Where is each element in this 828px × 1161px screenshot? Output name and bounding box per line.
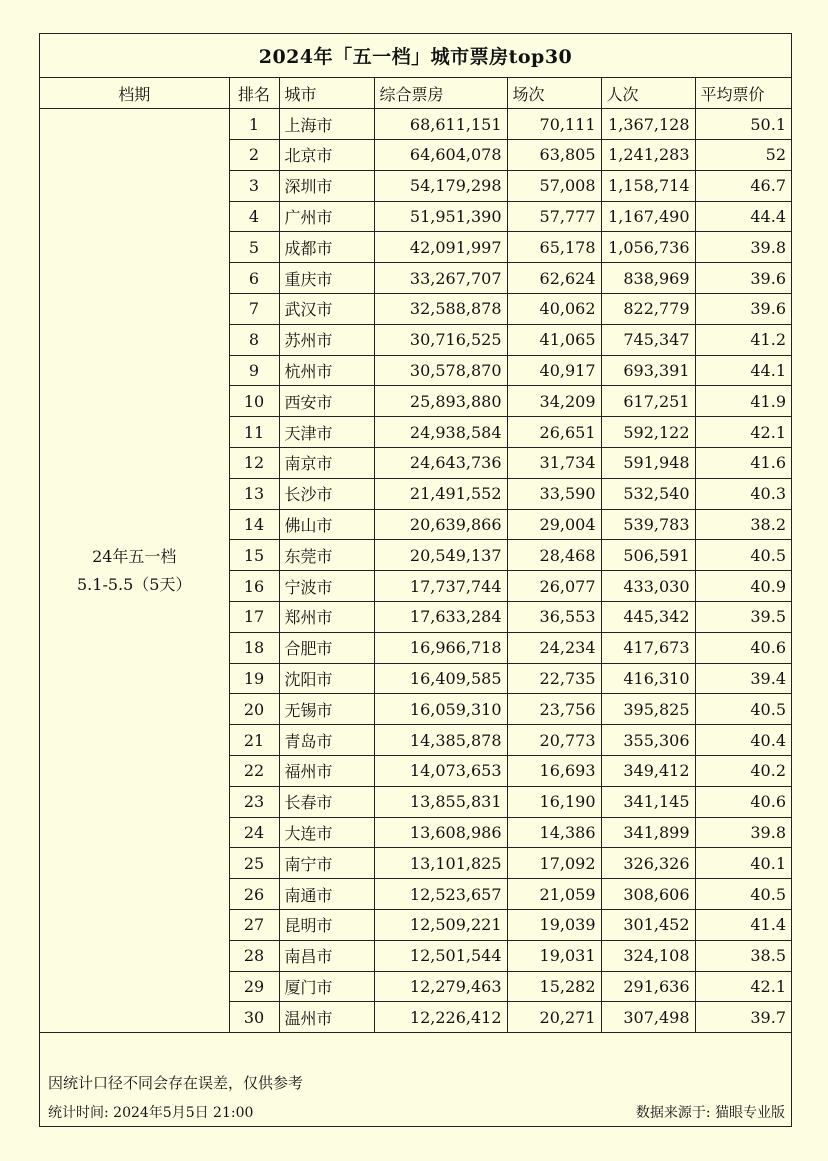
shows-cell: 19,039 (507, 910, 601, 941)
shows-cell: 57,008 (507, 170, 601, 201)
shows-cell: 65,178 (507, 232, 601, 263)
admissions-cell: 307,498 (601, 1002, 695, 1033)
city-cell: 佛山市 (279, 509, 374, 540)
admissions-cell: 591,948 (601, 448, 695, 479)
city-cell: 南昌市 (279, 940, 374, 971)
city-cell: 南宁市 (279, 848, 374, 879)
rank-cell: 30 (229, 1002, 279, 1033)
box-office-cell: 13,608,986 (374, 817, 507, 848)
city-cell: 厦门市 (279, 971, 374, 1002)
box-office-cell: 17,633,284 (374, 602, 507, 633)
shows-cell: 24,234 (507, 632, 601, 663)
city-cell: 西安市 (279, 386, 374, 417)
rank-cell: 5 (229, 232, 279, 263)
city-cell: 无锡市 (279, 694, 374, 725)
city-cell: 东莞市 (279, 540, 374, 571)
box-office-cell: 68,611,151 (374, 109, 507, 140)
city-cell: 苏州市 (279, 324, 374, 355)
shows-cell: 20,773 (507, 725, 601, 756)
admissions-cell: 532,540 (601, 478, 695, 509)
admissions-cell: 341,899 (601, 817, 695, 848)
box-office-cell: 30,578,870 (374, 355, 507, 386)
box-office-cell: 12,279,463 (374, 971, 507, 1002)
shows-cell: 20,271 (507, 1002, 601, 1033)
avg-price-cell: 40.9 (695, 571, 791, 602)
avg-price-cell: 41.6 (695, 448, 791, 479)
box-office-cell: 16,059,310 (374, 694, 507, 725)
city-cell: 武汉市 (279, 294, 374, 325)
box-office-cell: 24,643,736 (374, 448, 507, 479)
rank-cell: 2 (229, 140, 279, 171)
rank-cell: 7 (229, 294, 279, 325)
shows-cell: 23,756 (507, 694, 601, 725)
rank-cell: 8 (229, 324, 279, 355)
avg-price-cell: 44.1 (695, 355, 791, 386)
avg-price-cell: 39.7 (695, 1002, 791, 1033)
city-cell: 深圳市 (279, 170, 374, 201)
avg-price-cell: 39.4 (695, 663, 791, 694)
shows-cell: 34,209 (507, 386, 601, 417)
avg-price-cell: 40.4 (695, 725, 791, 756)
shows-cell: 28,468 (507, 540, 601, 571)
shows-cell: 16,693 (507, 756, 601, 787)
avg-price-cell: 40.6 (695, 632, 791, 663)
shows-cell: 17,092 (507, 848, 601, 879)
rank-cell: 28 (229, 940, 279, 971)
rank-cell: 6 (229, 263, 279, 294)
shows-cell: 33,590 (507, 478, 601, 509)
avg-price-cell: 44.4 (695, 201, 791, 232)
admissions-cell: 326,326 (601, 848, 695, 879)
footer (40, 1068, 791, 1126)
header-shows: 场次 (507, 78, 601, 109)
rank-cell: 15 (229, 540, 279, 571)
table-body (40, 109, 791, 1033)
avg-price-cell: 40.6 (695, 786, 791, 817)
shows-cell: 29,004 (507, 509, 601, 540)
admissions-cell: 592,122 (601, 417, 695, 448)
rank-cell: 23 (229, 786, 279, 817)
avg-price-cell: 42.1 (695, 971, 791, 1002)
admissions-cell: 433,030 (601, 571, 695, 602)
admissions-cell: 395,825 (601, 694, 695, 725)
box-office-cell: 30,716,525 (374, 324, 507, 355)
rank-cell: 3 (229, 170, 279, 201)
box-office-cell: 42,091,997 (374, 232, 507, 263)
avg-price-cell: 40.5 (695, 694, 791, 725)
avg-price-cell: 39.6 (695, 263, 791, 294)
box-office-sheet (39, 33, 792, 1127)
shows-cell: 63,805 (507, 140, 601, 171)
admissions-cell: 617,251 (601, 386, 695, 417)
city-cell: 上海市 (279, 109, 374, 140)
city-cell: 广州市 (279, 201, 374, 232)
box-office-cell: 12,226,412 (374, 1002, 507, 1033)
rank-cell: 20 (229, 694, 279, 725)
admissions-cell: 838,969 (601, 263, 695, 294)
period-dates: 5.1-5.5（5天） (77, 574, 192, 594)
admissions-cell: 349,412 (601, 756, 695, 787)
shows-cell: 40,062 (507, 294, 601, 325)
avg-price-cell: 40.5 (695, 540, 791, 571)
avg-price-cell: 39.8 (695, 232, 791, 263)
city-cell: 福州市 (279, 756, 374, 787)
shows-cell: 15,282 (507, 971, 601, 1002)
rank-cell: 26 (229, 879, 279, 910)
city-box-office-table (40, 78, 791, 1033)
city-cell: 北京市 (279, 140, 374, 171)
box-office-cell: 64,604,078 (374, 140, 507, 171)
box-office-cell: 14,385,878 (374, 725, 507, 756)
header-row (40, 78, 791, 109)
city-cell: 青岛市 (279, 725, 374, 756)
avg-price-cell: 41.4 (695, 910, 791, 941)
city-cell: 天津市 (279, 417, 374, 448)
admissions-cell: 291,636 (601, 971, 695, 1002)
city-cell: 温州市 (279, 1002, 374, 1033)
rank-cell: 24 (229, 817, 279, 848)
box-office-cell: 51,951,390 (374, 201, 507, 232)
table-title: 2024年「五一档」城市票房top30 (40, 34, 791, 78)
avg-price-cell: 39.5 (695, 602, 791, 633)
avg-price-cell: 40.3 (695, 478, 791, 509)
data-source: 数据来源于: 猫眼专业版 (635, 1105, 785, 1121)
rank-cell: 18 (229, 632, 279, 663)
disclaimer-note: 因统计口径不同会存在误差，仅供参考 (48, 1074, 304, 1092)
box-office-cell: 33,267,707 (374, 263, 507, 294)
admissions-cell: 301,452 (601, 910, 695, 941)
avg-price-cell: 38.2 (695, 509, 791, 540)
city-cell: 南京市 (279, 448, 374, 479)
box-office-cell: 16,409,585 (374, 663, 507, 694)
box-office-cell: 20,549,137 (374, 540, 507, 571)
rank-cell: 9 (229, 355, 279, 386)
box-office-cell: 16,966,718 (374, 632, 507, 663)
box-office-cell: 20,639,866 (374, 509, 507, 540)
avg-price-cell: 41.9 (695, 386, 791, 417)
shows-cell: 36,553 (507, 602, 601, 633)
shows-cell: 26,651 (507, 417, 601, 448)
header-avg-price: 平均票价 (695, 78, 791, 109)
city-cell: 南通市 (279, 879, 374, 910)
shows-cell: 57,777 (507, 201, 601, 232)
avg-price-cell: 39.8 (695, 817, 791, 848)
rank-cell: 25 (229, 848, 279, 879)
rank-cell: 4 (229, 201, 279, 232)
city-cell: 大连市 (279, 817, 374, 848)
rank-cell: 13 (229, 478, 279, 509)
box-office-cell: 24,938,584 (374, 417, 507, 448)
avg-price-cell: 39.6 (695, 294, 791, 325)
stat-time: 统计时间: 2024年5月5日 21:00 (48, 1105, 254, 1121)
rank-cell: 22 (229, 756, 279, 787)
city-cell: 长沙市 (279, 478, 374, 509)
city-cell: 合肥市 (279, 632, 374, 663)
box-office-cell: 54,179,298 (374, 170, 507, 201)
shows-cell: 70,111 (507, 109, 601, 140)
city-cell: 郑州市 (279, 602, 374, 633)
admissions-cell: 324,108 (601, 940, 695, 971)
box-office-cell: 12,501,544 (374, 940, 507, 971)
rank-cell: 14 (229, 509, 279, 540)
rank-cell: 11 (229, 417, 279, 448)
city-cell: 沈阳市 (279, 663, 374, 694)
avg-price-cell: 40.5 (695, 879, 791, 910)
header-box-office: 综合票房 (374, 78, 507, 109)
city-cell: 成都市 (279, 232, 374, 263)
admissions-cell: 1,367,128 (601, 109, 695, 140)
shows-cell: 21,059 (507, 879, 601, 910)
admissions-cell: 341,145 (601, 786, 695, 817)
admissions-cell: 416,310 (601, 663, 695, 694)
rank-cell: 1 (229, 109, 279, 140)
box-office-cell: 32,588,878 (374, 294, 507, 325)
period-name: 24年五一档 (92, 546, 177, 566)
header-city: 城市 (279, 78, 374, 109)
admissions-cell: 1,056,736 (601, 232, 695, 263)
shows-cell: 14,386 (507, 817, 601, 848)
admissions-cell: 355,306 (601, 725, 695, 756)
box-office-cell: 21,491,552 (374, 478, 507, 509)
box-office-cell: 14,073,653 (374, 756, 507, 787)
admissions-cell: 822,779 (601, 294, 695, 325)
rank-cell: 27 (229, 910, 279, 941)
admissions-cell: 745,347 (601, 324, 695, 355)
box-office-cell: 12,523,657 (374, 879, 507, 910)
box-office-cell: 25,893,880 (374, 386, 507, 417)
avg-price-cell: 52 (695, 140, 791, 171)
admissions-cell: 1,241,283 (601, 140, 695, 171)
admissions-cell: 445,342 (601, 602, 695, 633)
city-cell: 杭州市 (279, 355, 374, 386)
avg-price-cell: 40.1 (695, 848, 791, 879)
avg-price-cell: 38.5 (695, 940, 791, 971)
rank-cell: 17 (229, 602, 279, 633)
shows-cell: 41,065 (507, 324, 601, 355)
shows-cell: 40,917 (507, 355, 601, 386)
admissions-cell: 539,783 (601, 509, 695, 540)
rank-cell: 29 (229, 971, 279, 1002)
avg-price-cell: 41.2 (695, 324, 791, 355)
rank-cell: 16 (229, 571, 279, 602)
admissions-cell: 1,158,714 (601, 170, 695, 201)
shows-cell: 22,735 (507, 663, 601, 694)
header-period: 档期 (40, 78, 229, 109)
city-cell: 昆明市 (279, 910, 374, 941)
city-cell: 宁波市 (279, 571, 374, 602)
box-office-cell: 13,101,825 (374, 848, 507, 879)
shows-cell: 16,190 (507, 786, 601, 817)
admissions-cell: 1,167,490 (601, 201, 695, 232)
avg-price-cell: 42.1 (695, 417, 791, 448)
admissions-cell: 417,673 (601, 632, 695, 663)
shows-cell: 31,734 (507, 448, 601, 479)
avg-price-cell: 40.2 (695, 756, 791, 787)
shows-cell: 62,624 (507, 263, 601, 294)
shows-cell: 26,077 (507, 571, 601, 602)
city-cell: 重庆市 (279, 263, 374, 294)
shows-cell: 19,031 (507, 940, 601, 971)
table-row (40, 109, 791, 140)
avg-price-cell: 50.1 (695, 109, 791, 140)
box-office-cell: 12,509,221 (374, 910, 507, 941)
header-rank: 排名 (229, 78, 279, 109)
header-admissions: 人次 (601, 78, 695, 109)
box-office-cell: 17,737,744 (374, 571, 507, 602)
box-office-cell: 13,855,831 (374, 786, 507, 817)
period-cell (40, 109, 229, 1033)
admissions-cell: 308,606 (601, 879, 695, 910)
admissions-cell: 506,591 (601, 540, 695, 571)
city-cell: 长春市 (279, 786, 374, 817)
rank-cell: 21 (229, 725, 279, 756)
admissions-cell: 693,391 (601, 355, 695, 386)
rank-cell: 10 (229, 386, 279, 417)
rank-cell: 19 (229, 663, 279, 694)
rank-cell: 12 (229, 448, 279, 479)
avg-price-cell: 46.7 (695, 170, 791, 201)
